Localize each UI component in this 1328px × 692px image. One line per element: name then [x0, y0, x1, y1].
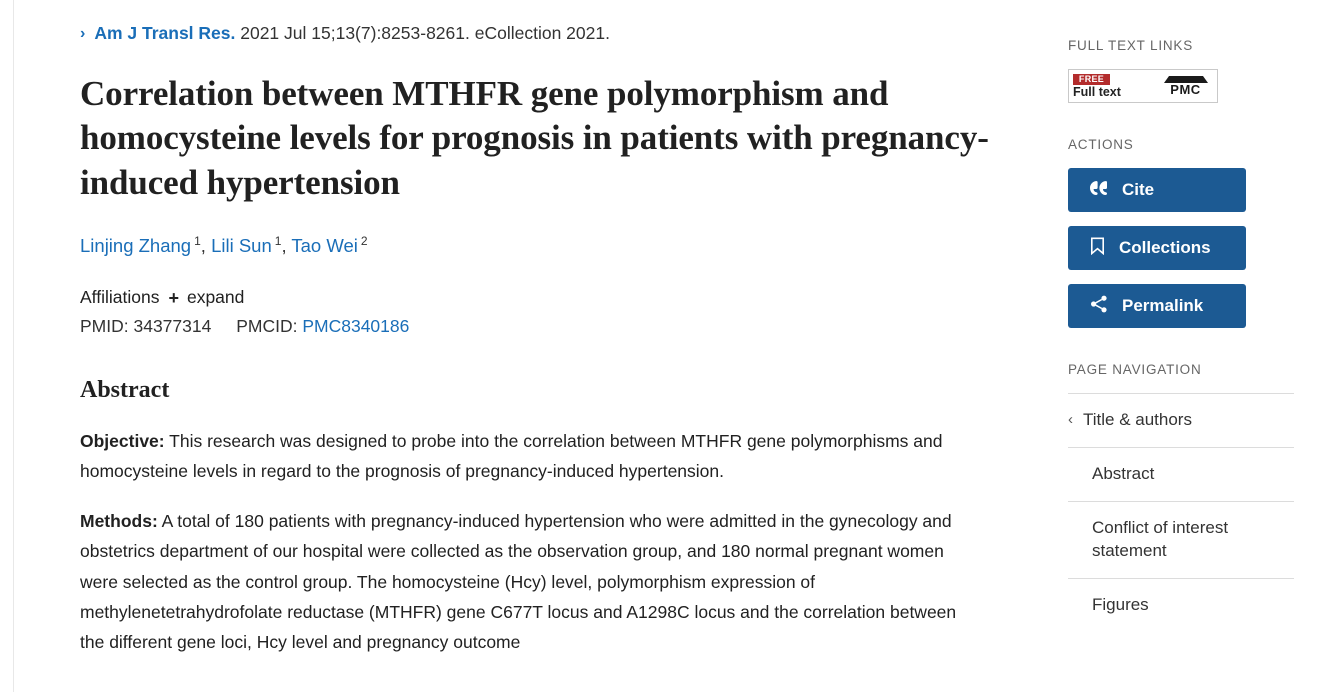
- pmid-value: PMID: 34377314: [80, 316, 212, 337]
- bookmark-icon: [1090, 237, 1105, 260]
- author-separator-2: ,: [281, 235, 292, 257]
- abstract-heading: Abstract: [80, 377, 170, 404]
- journal-citation-line: [80, 22, 990, 46]
- chevron-right-icon[interactable]: ›: [80, 25, 86, 42]
- author-link-2[interactable]: Lili Sun: [211, 235, 272, 257]
- abstract-text-objective: This research was designed to probe into the correlation between MTHFR gene polymorphisms and homocysteine levels in regard to the prognosis of pregnancy-induced hypertension.: [80, 431, 943, 482]
- expand-label: expand: [186, 287, 245, 308]
- affiliations-row: [80, 287, 990, 308]
- share-icon: [1090, 295, 1108, 318]
- nav-item-title-authors[interactable]: [1068, 393, 1294, 447]
- pmcid-label: PMCID:: [236, 316, 298, 337]
- abstract-label-methods: Methods:: [80, 511, 158, 532]
- affiliations-label: Affiliations: [80, 287, 160, 308]
- nav-item-conflict-of-interest[interactable]: [1068, 501, 1294, 578]
- author-link-3[interactable]: Tao Wei: [291, 235, 358, 257]
- page-title: Correlation between MTHFR gene polymorphism and homocysteine levels for prognosis in patients with pregnancy-induced hypertension: [80, 73, 989, 202]
- nav-item-label: Conflict of interest statement: [1092, 517, 1229, 560]
- author-affiliation-ref-2[interactable]: 1: [274, 234, 282, 249]
- collections-button-label: Collections: [1119, 238, 1211, 257]
- collections-button[interactable]: [1068, 226, 1246, 270]
- nav-item-label: Figures: [1092, 594, 1149, 614]
- cite-button[interactable]: [1068, 168, 1246, 212]
- actions-group: [1068, 168, 1294, 328]
- permalink-button[interactable]: [1068, 284, 1246, 328]
- pmc-provider-label: PMC: [1170, 81, 1201, 97]
- article-sidebar: [1050, 0, 1328, 692]
- page-navigation-heading: PAGE NAVIGATION: [1068, 362, 1202, 377]
- chevron-left-icon: ‹: [1068, 411, 1073, 428]
- journal-citation-details: 2021 Jul 15;13(7):8253-8261. eCollection 2021.: [235, 23, 610, 43]
- abstract-paragraph-methods: [80, 506, 980, 656]
- abstract-paragraph-objective: [80, 426, 980, 486]
- cite-button-label: Cite: [1122, 180, 1155, 199]
- author-separator-1: ,: [200, 235, 212, 257]
- full-text-link-label-group: [1069, 70, 1157, 102]
- identifiers-row: [80, 316, 990, 337]
- pmc-logo: [1157, 70, 1217, 102]
- nav-item-abstract[interactable]: [1068, 447, 1294, 501]
- author-affiliation-ref-1[interactable]: 1: [194, 234, 201, 249]
- nav-item-figures[interactable]: [1068, 578, 1294, 632]
- quote-icon: [1090, 180, 1108, 200]
- nav-item-label: Title & authors: [1083, 410, 1192, 429]
- author-affiliation-ref-3[interactable]: 2: [360, 234, 368, 249]
- abstract-label-objective: Objective:: [80, 431, 165, 452]
- plus-icon: +: [168, 287, 179, 308]
- full-text-links-heading: FULL TEXT LINKS: [1068, 38, 1194, 53]
- page-navigation-list: [1068, 393, 1294, 632]
- full-text-pmc-link[interactable]: [1068, 69, 1218, 103]
- author-link-1[interactable]: Linjing Zhang: [80, 235, 192, 257]
- full-text-label: Full text: [1073, 84, 1121, 99]
- pmcid-link[interactable]: PMC8340186: [302, 316, 410, 337]
- nav-item-label: Abstract: [1092, 463, 1155, 483]
- free-badge: FREE: [1073, 74, 1110, 85]
- abstract-text-methods: A total of 180 patients with pregnancy-induced hypertension who were admitted in the gynecology and obstetrics department of our hospital were collected as the observation group, and 180 normal pregnant women were selected as the control group. The homocysteine (Hcy) level, polymorphism expression of methylenetetrahydrofolate reductase (MTHFR) gene C677T locus and A1298C locus and the correlation between the different gene loci, Hcy level and pregnancy outcome: [80, 511, 957, 652]
- author-list: [80, 233, 990, 259]
- actions-heading: ACTIONS: [1068, 137, 1134, 152]
- journal-name-link[interactable]: Am J Transl Res.: [94, 23, 236, 43]
- permalink-button-label: Permalink: [1122, 296, 1204, 315]
- expand-affiliations-button[interactable]: [168, 287, 244, 308]
